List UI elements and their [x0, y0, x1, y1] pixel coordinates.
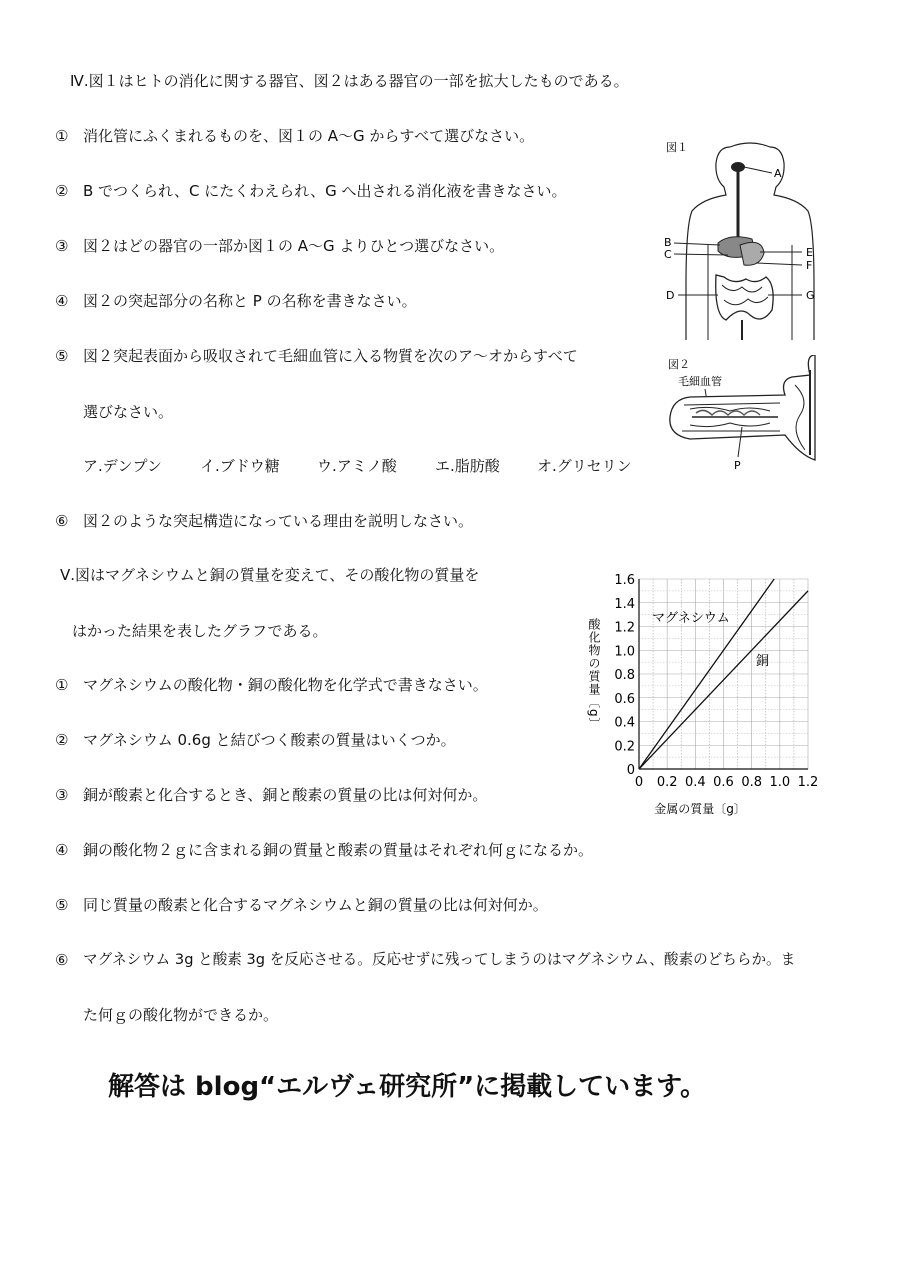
footer-notice: 解答は blog“エルヴェ研究所”に掲載しています。: [108, 1072, 707, 1102]
q4-4-number: ④: [55, 292, 69, 310]
series-label-magnesium: マグネシウム: [652, 611, 730, 626]
q5-5-text: 同じ質量の酸素と化合するマグネシウムと銅の質量の比は何対何か。: [83, 896, 548, 914]
y-tick-label: 0.4: [614, 715, 635, 731]
section5-header: Ⅴ.図はマグネシウムと銅の質量を変えて、その酸化物の質量を: [60, 566, 480, 584]
q5-4-text: 銅の酸化物２ｇに含まれる銅の質量と酸素の質量はそれぞれ何ｇになるか。: [83, 841, 594, 859]
q4-4-text: 図２の突起部分の名称と P の名称を書きなさい。: [83, 292, 417, 310]
x-axis-label: 金属の質量〔g〕: [654, 802, 746, 816]
q4-6-number: ⑥: [55, 512, 69, 530]
organ-intestine: [716, 275, 773, 320]
series-label-copper: 銅: [756, 654, 770, 669]
organ-a: [731, 162, 745, 172]
fig2-capillary-label: 毛細血管: [678, 375, 722, 388]
fig1-label-b: B: [664, 236, 672, 249]
q5-1-text: マグネシウムの酸化物・銅の酸化物を化学式で書きなさい。: [83, 676, 488, 694]
y-tick-label: 1.6: [614, 573, 635, 588]
y-tick-label: 1.0: [614, 644, 635, 660]
y-tick-label: 1.4: [614, 596, 635, 612]
fig2-label-p: P: [734, 459, 741, 472]
choices-list: [83, 457, 632, 475]
q4-3-text: 図２はどの器官の一部か図１の A～G よりひとつ選びなさい。: [83, 237, 505, 255]
organ-stomach: [740, 242, 764, 265]
section4-header: Ⅳ.図１はヒトの消化に関する器官、図２はある器官の一部を拡大したものである。: [70, 72, 629, 90]
y-tick-label: 0.2: [614, 739, 635, 755]
y-tick-label: 0.6: [614, 691, 635, 707]
oxide-mass-chart: [580, 570, 850, 825]
fig1-title: 図１: [666, 141, 688, 154]
q4-2-text: B でつくられ、C にたくわえられ、G へ出される消化液を書きなさい。: [83, 182, 567, 200]
q5-5-number: ⑤: [55, 896, 69, 914]
q4-5-number: ⑤: [55, 347, 69, 365]
fig1-label-g: G: [806, 289, 815, 302]
fig1-label-c: C: [664, 248, 672, 261]
q5-6-text: マグネシウム 3g と酸素 3g を反応させる。反応せずに残ってしまうのはマグネシウム、酸素のどちらか。ま: [83, 951, 796, 968]
q4-5-text-cont: 選びなさい。: [83, 403, 174, 421]
y-tick-label: 0: [626, 763, 635, 778]
x-tick-label: 1.0: [769, 775, 791, 790]
fig1-label-e: E: [806, 246, 813, 259]
q5-2-text: マグネシウム 0.6g と結びつく酸素の質量はいくつか。: [83, 731, 456, 749]
q4-1-number: ①: [55, 127, 69, 145]
x-tick-label: 1.2: [797, 775, 819, 790]
q5-3-number: ③: [55, 786, 69, 804]
q4-2-number: ②: [55, 182, 69, 200]
q4-3-number: ③: [55, 237, 69, 255]
choice-a: ア.デンプン: [83, 457, 162, 475]
y-axis-label: 酸化物の質量〔g〕: [587, 618, 601, 731]
figure-2-villus: [660, 355, 830, 475]
y-tick-label: 1.2: [614, 620, 635, 636]
x-tick-label: 0.8: [741, 775, 763, 790]
q5-3-text: 銅が酸素と化合するとき、銅と酸素の質量の比は何対何か。: [83, 786, 488, 804]
choice-o: オ.グリセリン: [537, 457, 632, 475]
fig1-label-d: D: [666, 289, 675, 302]
choice-u: ウ.アミノ酸: [317, 457, 397, 475]
fig2-title: 図２: [668, 358, 690, 371]
q4-5-text: 図２突起表面から吸収されて毛細血管に入る物質を次のア～オからすべて: [83, 347, 578, 365]
x-tick-label: 0.4: [684, 775, 706, 790]
q5-6-text-cont: た何ｇの酸化物ができるか。: [83, 1006, 279, 1024]
section5-header-cont: はかった結果を表したグラフである。: [72, 622, 328, 640]
fig1-label-f: F: [806, 259, 813, 272]
choice-i: イ.ブドウ糖: [200, 457, 280, 475]
choice-e: エ.脂肪酸: [435, 457, 500, 475]
q5-2-number: ②: [55, 731, 69, 749]
y-tick-label: 0.8: [614, 668, 635, 683]
x-tick-label: 0.6: [713, 775, 734, 790]
x-tick-label: 0.2: [656, 775, 678, 790]
q5-6-number: ⑥: [55, 951, 69, 969]
figure-1-digestive-system: [660, 135, 830, 345]
fig1-label-a: A: [774, 167, 782, 180]
x-tick-label: 0: [634, 775, 644, 790]
villus-outline: [670, 355, 815, 460]
q5-4-number: ④: [55, 841, 69, 859]
q4-1-text: 消化管にふくまれるものを、図１の A～G からすべて選びなさい。: [83, 127, 535, 145]
q5-1-number: ①: [55, 676, 69, 694]
q4-6-text: 図２のような突起構造になっている理由を説明しなさい。: [83, 512, 474, 530]
